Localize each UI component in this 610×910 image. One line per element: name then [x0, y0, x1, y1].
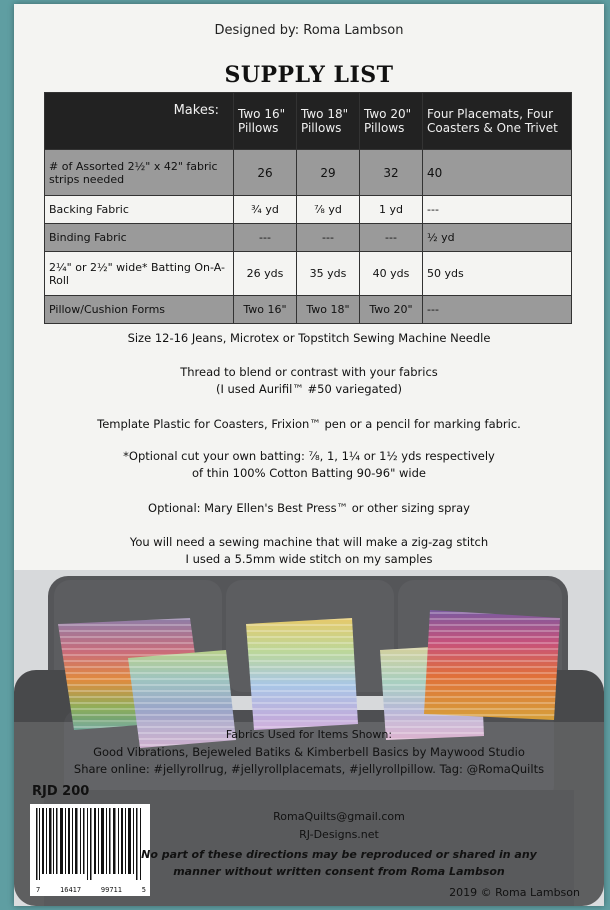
cell: ½ yd [423, 224, 572, 252]
supply-list-title: SUPPLY LIST [224, 62, 394, 88]
cell: --- [297, 224, 360, 252]
cell: Two 20" [360, 296, 423, 324]
barcode-digit: 99711 [100, 886, 122, 894]
fabrics-line: Good Vibrations, Bejeweled Batiks & Kimberbell Basics by Maywood Studio [93, 745, 525, 759]
cell: 50 yds [423, 252, 572, 296]
cell: ¾ yd [234, 196, 297, 224]
thread-note-1: Thread to blend or contrast with your fabrics [180, 365, 438, 379]
needle-note: Size 12-16 Jeans, Microtex or Topstitch Sewing Machine Needle [127, 331, 491, 345]
row-label: # of Assorted 2½" x 42" fabric strips needed [45, 150, 234, 196]
cell: 35 yds [297, 252, 360, 296]
cell: 26 yds [234, 252, 297, 296]
machine-note-2: I used a 5.5mm wide stitch on my samples [185, 552, 433, 566]
designed-by: Designed by: Roma Lambson [214, 23, 404, 38]
column-header: Two 16" Pillows [234, 93, 297, 150]
disclaimer-line-2: manner without written consent from Roma Lambson [173, 865, 505, 878]
row-label: Binding Fabric [45, 224, 234, 252]
table-row [45, 196, 572, 224]
barcode-digit: 5 [141, 886, 146, 894]
row-label: Backing Fabric [45, 196, 234, 224]
template-note: Template Plastic for Coasters, Frixion™ pen or a pencil for marking fabric. [97, 417, 521, 431]
pillow [424, 610, 560, 720]
machine-note-1: You will need a sewing machine that will make a zig-zag stitch [129, 535, 489, 549]
cell: --- [423, 196, 572, 224]
row-label: 2¼" or 2½" wide* Batting On-A-Roll [45, 252, 234, 296]
website: RJ-Designs.net [299, 828, 379, 841]
makes-header: Makes: [45, 93, 234, 150]
cell: 29 [297, 150, 360, 196]
disclaimer-line-1: No part of these directions may be reproduced or shared in any [141, 848, 537, 861]
pillow [246, 618, 358, 730]
column-header: Four Placemats, Four Coasters & One Trivet [423, 93, 572, 150]
table-header-row [45, 93, 572, 150]
barcode-digit: 16417 [60, 886, 82, 894]
thread-note-2: (I used Aurifil™ #50 variegated) [215, 382, 402, 396]
cell: 32 [360, 150, 423, 196]
cell: --- [234, 224, 297, 252]
row-label: Pillow/Cushion Forms [45, 296, 234, 324]
cell: --- [423, 296, 572, 324]
barcode-number [36, 886, 146, 894]
column-header: Two 20" Pillows [360, 93, 423, 150]
pattern-back-cover [14, 4, 604, 906]
fabrics-heading: Fabrics Used for Items Shown: [225, 728, 393, 741]
copyright: 2019 © Roma Lambson [449, 886, 580, 899]
cell: 1 yd [360, 196, 423, 224]
cell: Two 16" [234, 296, 297, 324]
barcode-digit: 7 [36, 886, 41, 894]
cell: 26 [234, 150, 297, 196]
batting-note-1: *Optional cut your own batting: ⅞, 1, 1¼ or 1½ yds respectively [123, 449, 495, 463]
cell: 40 [423, 150, 572, 196]
press-note: Optional: Mary Ellen's Best Press™ or other sizing spray [148, 501, 470, 515]
batting-note-2: of thin 100% Cotton Batting 90-96" wide [191, 466, 426, 480]
table-row [45, 296, 572, 324]
table-row [45, 150, 572, 196]
email: RomaQuilts@gmail.com [273, 810, 405, 823]
table-row [45, 224, 572, 252]
cell: Two 18" [297, 296, 360, 324]
column-header: Two 18" Pillows [297, 93, 360, 150]
table-row [45, 252, 572, 296]
share-line: Share online: #jellyrollrug, #jellyrollplacemats, #jellyrollpillow. Tag: @RomaQuilts [73, 762, 545, 776]
cell: --- [360, 224, 423, 252]
supply-table [44, 92, 572, 324]
sku-label: RJD 200 [32, 784, 90, 799]
cell: 40 yds [360, 252, 423, 296]
cell: ⅞ yd [297, 196, 360, 224]
